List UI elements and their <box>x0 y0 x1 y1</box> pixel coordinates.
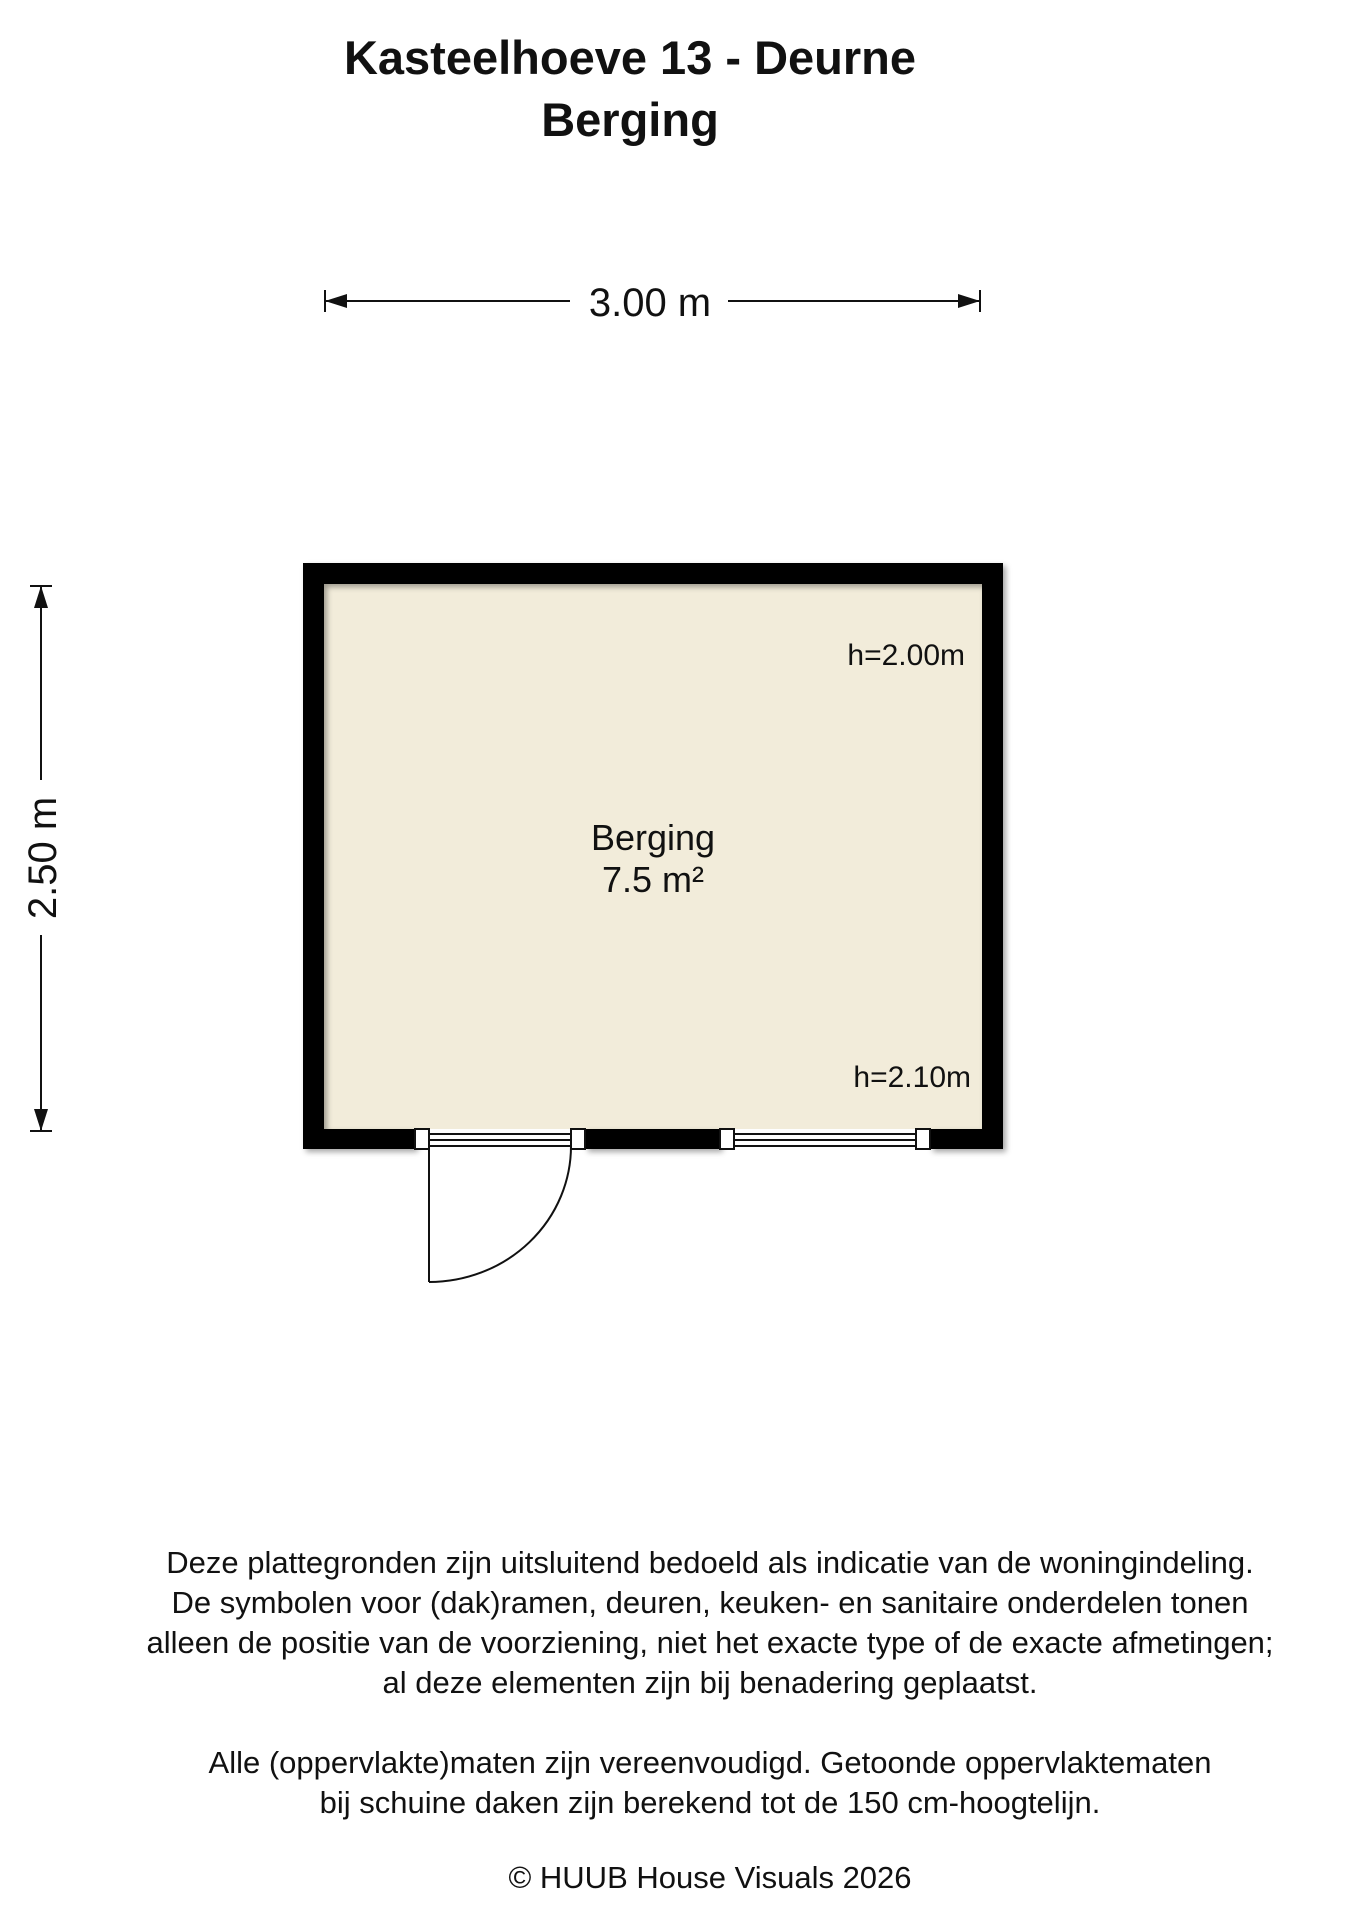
ceiling-height-top: h=2.00m <box>847 639 965 672</box>
room-area: 7.5 m² <box>601 859 705 900</box>
width-label: 3.00 m <box>588 281 712 325</box>
door <box>415 1129 585 1282</box>
width-dimension <box>325 281 980 325</box>
plan-subtitle: Berging <box>541 93 719 146</box>
disclaimer-line: al deze elementen zijn bij benadering geplaatst. <box>382 1665 1038 1700</box>
note-line: Alle (oppervlakte)maten zijn vereenvoudigd. Getoonde oppervlaktematen <box>208 1745 1212 1780</box>
height-dimension <box>21 586 65 1131</box>
disclaimer <box>40 1543 1358 1703</box>
disclaimer-line: De symbolen voor (dak)ramen, deuren, keuken- en sanitaire onderdelen tonen <box>171 1585 1249 1620</box>
room-name: Berging <box>590 817 716 858</box>
disclaimer-line: Deze plattegronden zijn uitsluitend bedoeld als indicatie van de woningindeling. <box>166 1545 1254 1580</box>
measurement-note <box>40 1743 1358 1823</box>
copyright: © HUUB House Visuals 2026 <box>508 1860 912 1895</box>
plan-title: Kasteelhoeve 13 - Deurne <box>343 31 917 84</box>
ceiling-height-bottom: h=2.10m <box>853 1061 971 1094</box>
height-label: 2.50 m <box>21 796 65 920</box>
disclaimer-line: alleen de positie van de voorziening, niet het exacte type of de exacte afmetingen; <box>146 1625 1274 1660</box>
window <box>720 1129 930 1149</box>
note-line: bij schuine daken zijn berekend tot de 150 cm-hoogtelijn. <box>319 1785 1101 1820</box>
